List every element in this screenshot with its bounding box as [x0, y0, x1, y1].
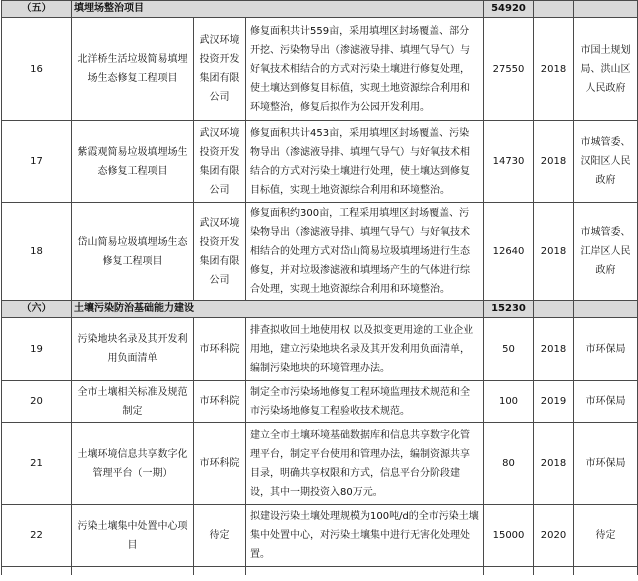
section-title: 土壤污染防治基础能力建设: [72, 301, 484, 318]
responsible-dept: 市城管委、汉阳区人民政府: [574, 121, 638, 203]
table-row: [2, 18, 638, 121]
implementing-unit: 市环科院: [194, 381, 246, 423]
project-table: [1, 0, 638, 575]
responsible-dept: 待定: [574, 505, 638, 567]
table-row: [2, 381, 638, 423]
implementing-unit: 武汉环境投资开发集团有限公司: [194, 121, 246, 203]
year: 2019: [534, 381, 574, 423]
row-number: 17: [2, 121, 72, 203]
section-number: （五）: [2, 1, 72, 18]
year: 2018: [534, 121, 574, 203]
responsible-dept: 市国土规划局、洪山区人民政府: [574, 18, 638, 121]
responsible-dept: 市环保局: [574, 318, 638, 381]
year: 2018: [534, 318, 574, 381]
table-row-partial: [2, 567, 638, 575]
project-description: 排查拟收回土地使用权 以及拟变更用途的工业企业用地，建立污染地块名录及其开发利用负面清单，编制污染地块的环境管理办法。: [246, 318, 484, 381]
responsible-dept: 市环保局: [574, 423, 638, 505]
year: 2018: [534, 203, 574, 301]
investment-amount: 27550: [484, 18, 534, 121]
project-description: 修复面积约300亩，工程采用填埋区封场覆盖、污染物导出（渗滤液导排、填埋气导气）与好氧技术相结合的处理方式对岱山简易垃圾填埋场进行生态修复，并对垃圾渗滤液和填埋场产生的气体进行综合处理，实现土地资源综合利用和环境整治。: [246, 203, 484, 301]
implementing-unit: 待定: [194, 505, 246, 567]
project-name: 土壤环境信息共享数字化管理平台（一期）: [72, 423, 194, 505]
section-title: 填埋场整治项目: [72, 1, 484, 18]
implementing-unit: 武汉环境投资开发集团有限公司: [194, 203, 246, 301]
section-header: [2, 301, 638, 318]
row-number: 18: [2, 203, 72, 301]
row-number: 22: [2, 505, 72, 567]
responsible-dept: 市环保局: [574, 381, 638, 423]
investment-amount: 100: [484, 381, 534, 423]
table-row: [2, 423, 638, 505]
table-row: [2, 121, 638, 203]
project-description: 修复面积共计453亩，采用填埋区封场覆盖、污染物导出（渗滤液导排、填埋气导气）与好氧技术相结合的方式对污染土壤进行处理，使土壤达到修复目标值，实现土地资源综合利用和环境整治。: [246, 121, 484, 203]
project-description: 建立全市土壤环境基础数据库和信息共享数字化管理平台，制定平台使用和管理办法，编制资源共享目录，明确共享权限和方式，信息平台分阶段建设，其中一期投资入80万元。: [246, 423, 484, 505]
section-total: 54920: [484, 1, 534, 18]
investment-amount: 80: [484, 423, 534, 505]
project-name: 紫霞观简易垃圾填埋场生态修复工程项目: [72, 121, 194, 203]
project-name: 污染地块名录及其开发利用负面清单: [72, 318, 194, 381]
investment-amount: 12640: [484, 203, 534, 301]
row-number: 19: [2, 318, 72, 381]
project-description: 修复面积共计559亩，采用填埋区封场覆盖、部分开挖、污染物导出（渗滤液导排、填埋气导气）与好氧技术相结合的方式对污染土壤进行修复处理，使土壤达到修复目标值，实现土地资源综合利用和环境整治，修复后拟作为公园开发利用。: [246, 18, 484, 121]
project-name: 全市土壤相关标准及规范制定: [72, 381, 194, 423]
table-row: [2, 203, 638, 301]
row-number: 21: [2, 423, 72, 505]
year: 2018: [534, 423, 574, 505]
section-total: 15230: [484, 301, 534, 318]
project-name: 岱山简易垃圾填埋场生态修复工程项目: [72, 203, 194, 301]
investment-amount: 14730: [484, 121, 534, 203]
year: 2018: [534, 18, 574, 121]
row-number: 16: [2, 18, 72, 121]
investment-amount: 15000: [484, 505, 534, 567]
project-description: 制定全市污染场地修复工程环境监理技术规范和全市污染场地修复工程验收技术规范。: [246, 381, 484, 423]
section-number: （六）: [2, 301, 72, 318]
section-header: [2, 1, 638, 18]
responsible-dept: 市城管委、江岸区人民政府: [574, 203, 638, 301]
implementing-unit: 市环科院: [194, 318, 246, 381]
project-description: 拟建设污染土壤处理规模为100吨/d的全市污染土壤集中处置中心，对污染土壤集中进行无害化处理处置。: [246, 505, 484, 567]
table-row: [2, 505, 638, 567]
implementing-unit: 武汉环境投资开发集团有限公司: [194, 18, 246, 121]
implementing-unit: 市环科院: [194, 423, 246, 505]
project-name: 北洋桥生活垃圾简易填埋场生态修复工程项目: [72, 18, 194, 121]
investment-amount: 50: [484, 318, 534, 381]
row-number: 20: [2, 381, 72, 423]
project-name: 污染土壤集中处置中心项目: [72, 505, 194, 567]
table-row: [2, 318, 638, 381]
year: 2020: [534, 505, 574, 567]
